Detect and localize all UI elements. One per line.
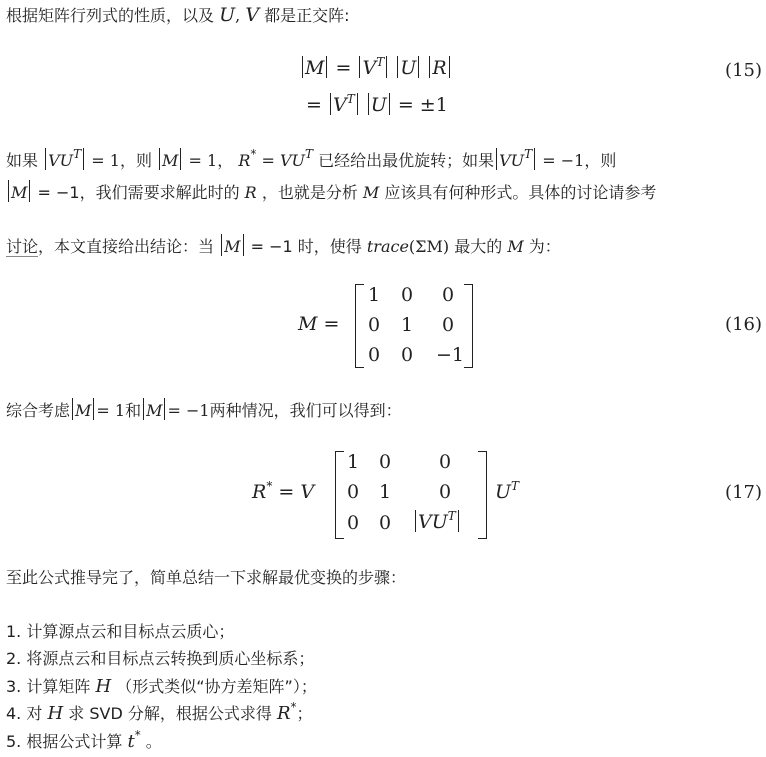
paragraph-condition-cont: M = −1，我们需要求解此时的 R ，也就是分析 M 应该具有何种形式。具体的讨论请参考 xyxy=(6,180,656,204)
matrix-16-cell: 1 xyxy=(400,314,414,336)
matrix-17-cell: 0 xyxy=(378,451,392,473)
matrix-17-cell: 1 xyxy=(378,481,392,503)
equation-15-line1: $M = V^T$ U R xyxy=(300,56,452,79)
discussion-link[interactable]: 讨论 xyxy=(6,237,39,256)
list-item: 2. 将源点云和目标点云转换到质心坐标系； xyxy=(6,649,315,668)
matrix-16-cell: 0 xyxy=(367,314,381,336)
equation-number-16: (16) xyxy=(725,314,762,335)
matrix-16-cell: 0 xyxy=(400,344,414,366)
equation-number-15: (15) xyxy=(725,60,762,81)
paragraph-condition: 如果 $VU^T = 1$，则 M = 1， $R^* = VU^T$ 已经给出最优旋转；如果 $VU^T = -1$，则 xyxy=(6,147,617,170)
equation-number-17: (17) xyxy=(725,482,762,503)
matrix-16-cell: 1 xyxy=(367,284,381,306)
matrix-16-cell: −1 xyxy=(435,344,464,366)
matrix-17-cell: 0 xyxy=(378,512,392,534)
matrix-17-cell: 0 xyxy=(346,481,360,503)
equation-17-lhs: R* = V xyxy=(252,479,315,503)
equation-15-line2: = $V^T$ U = ±1 xyxy=(306,92,448,116)
list-item: 5. 根据公式计算 t* 。 xyxy=(6,728,162,752)
matrix-16-cell: 0 xyxy=(441,284,455,306)
matrix-17-cell: 0 xyxy=(346,512,360,534)
paragraph-summary: 至此公式推导完了，简单总结一下求解最优变换的步骤： xyxy=(6,568,407,587)
matrix-17-cell: 1 xyxy=(346,451,360,473)
paragraph-intro: 根据矩阵行列式的性质，以及 U, V 都是正交阵: xyxy=(6,4,350,26)
list-item: 4. 对 H 求 SVD 分解，根据公式求得 R*； xyxy=(6,700,313,724)
matrix-17-cell: 0 xyxy=(438,481,452,503)
paragraph-conclusion: 讨论，本文直接给出结论：当 M = −1 时，使得 trace(ΣM) 最大的 M 为： xyxy=(6,234,561,258)
matrix-17-cell-det: $VU^T$ xyxy=(413,510,461,533)
equation-16-lhs: M = xyxy=(298,313,340,335)
matrix-16-cell: 0 xyxy=(400,284,414,306)
matrix-17-right-bracket xyxy=(478,451,487,539)
matrix-16-cell: 0 xyxy=(367,344,381,366)
matrix-17-cell: 0 xyxy=(438,451,452,473)
list-item: 1. 计算源点云和目标点云质心； xyxy=(6,622,235,641)
list-item: 3. 计算矩阵 H （形式类似“协方差矩阵”）； xyxy=(6,676,317,697)
equation-17-ut: $U^T$ xyxy=(495,479,520,503)
matrix-16-cell: 0 xyxy=(441,314,455,336)
paragraph-combined: 综合考虑 M = 1和 M = −1两种情况，我们可以得到： xyxy=(6,398,402,422)
